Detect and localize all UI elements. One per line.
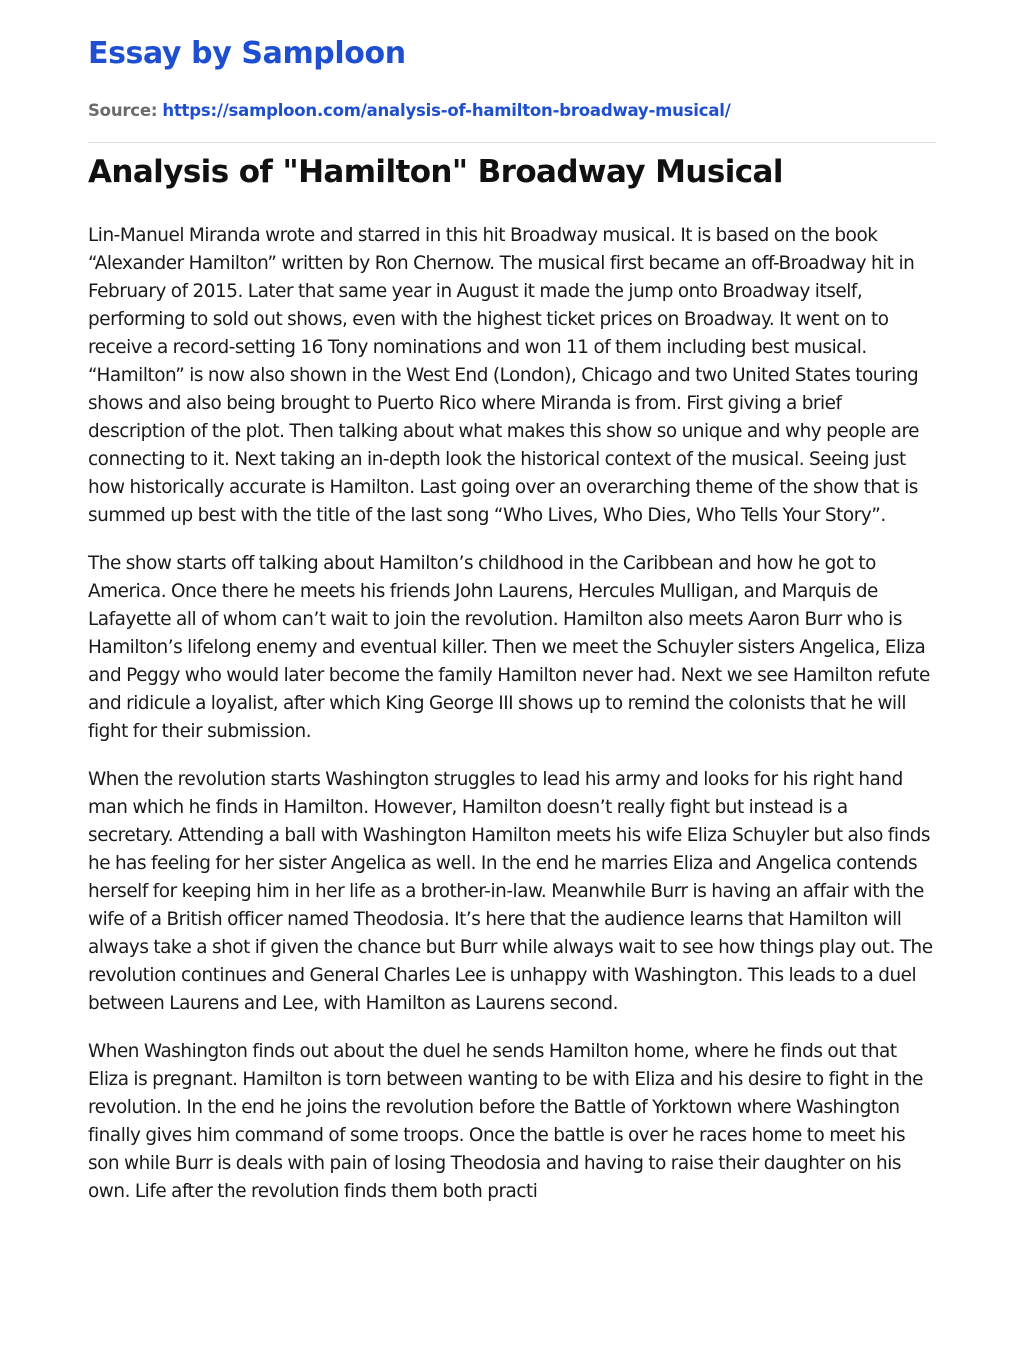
article-body: [88, 222, 936, 1226]
site-brand-title: Essay by Samploon: [88, 36, 406, 71]
article-paragraph: The show starts off talking about Hamilton’s childhood in the Caribbean and how he got to America. Once there he meets his friends John Laurens, Hercules Mulligan, and Marquis de Lafayette all of whom can’t wait to join the revolution. Hamilton also meets Aaron Burr who is Hamilton’s lifelong enemy and eventual killer. Then we meet the Schuyler sisters Angelica, Eliza and Peggy who would later become the family Hamilton never had. Next we see Hamilton refute and ridicule a loyalist, after which King George III shows up to remind the colonists that he will fight for their submission.: [88, 553, 930, 742]
source-link[interactable]: https://samploon.com/analysis-of-hamilton-broadway-musical/: [162, 101, 731, 120]
article-paragraph: When the revolution starts Washington struggles to lead his army and looks for his right hand man which he finds in Hamilton. However, Hamilton doesn’t really fight but instead is a secretary. Attending a ball with Washington Hamilton meets his wife Eliza Schuyler but also finds he has feeling for her sister Angelica as well. In the end he marries Eliza and Angelica contends herself for keeping him in her life as a brother-in-law. Meanwhile Burr is having an affair with the wife of a British officer named Theodosia. It’s here that the audience learns that Hamilton will always take a shot if given the chance but Burr while always wait to see how things play out. The revolution continues and General Charles Lee is unhappy with Washington. This leads to a duel between Laurens and Lee, with Hamilton as Laurens second.: [88, 769, 933, 1014]
article-paragraph: When Washington finds out about the duel he sends Hamilton home, where he finds out that Eliza is pregnant. Hamilton is torn between wanting to be with Eliza and his desire to fight in the revolution. In the end he joins the revolution before the Battle of Yorktown where Washington finally gives him command of some troops. Once the battle is over he races home to meet his son while Burr is deals with pain of losing Theodosia and having to raise their daughter on his own. Life after the revolution finds them both practi: [88, 1041, 923, 1202]
article-title: Analysis of "Hamilton" Broadway Musical: [88, 154, 783, 190]
article-paragraph: Lin-Manuel Miranda wrote and starred in this hit Broadway musical. It is based on the book “Alexander Hamilton” written by Ron Chernow. The musical first became an off-Broadway hit in February of 2015. Later that same year in August it made the jump onto Broadway itself, performing to sold out shows, even with the highest ticket prices on Broadway. It went on to receive a record-setting 16 Tony nominations and won 11 of them including best musical. “Hamilton” is now also shown in the West End (London), Chicago and two United States touring shows and also being brought to Puerto Rico where Miranda is from. First giving a brief description of the plot. Then talking about what makes this show so unique and why people are connecting to it. Next taking an in-depth look the historical context of the musical. Seeing just how historically accurate is Hamilton. Last going over an overarching theme of the show that is summed up best with the title of the last song “Who Lives, Who Dies, Who Tells Your Story”.: [88, 225, 920, 526]
source-line: [88, 101, 731, 120]
header-divider: [88, 142, 936, 143]
source-label: Source:: [88, 101, 158, 120]
